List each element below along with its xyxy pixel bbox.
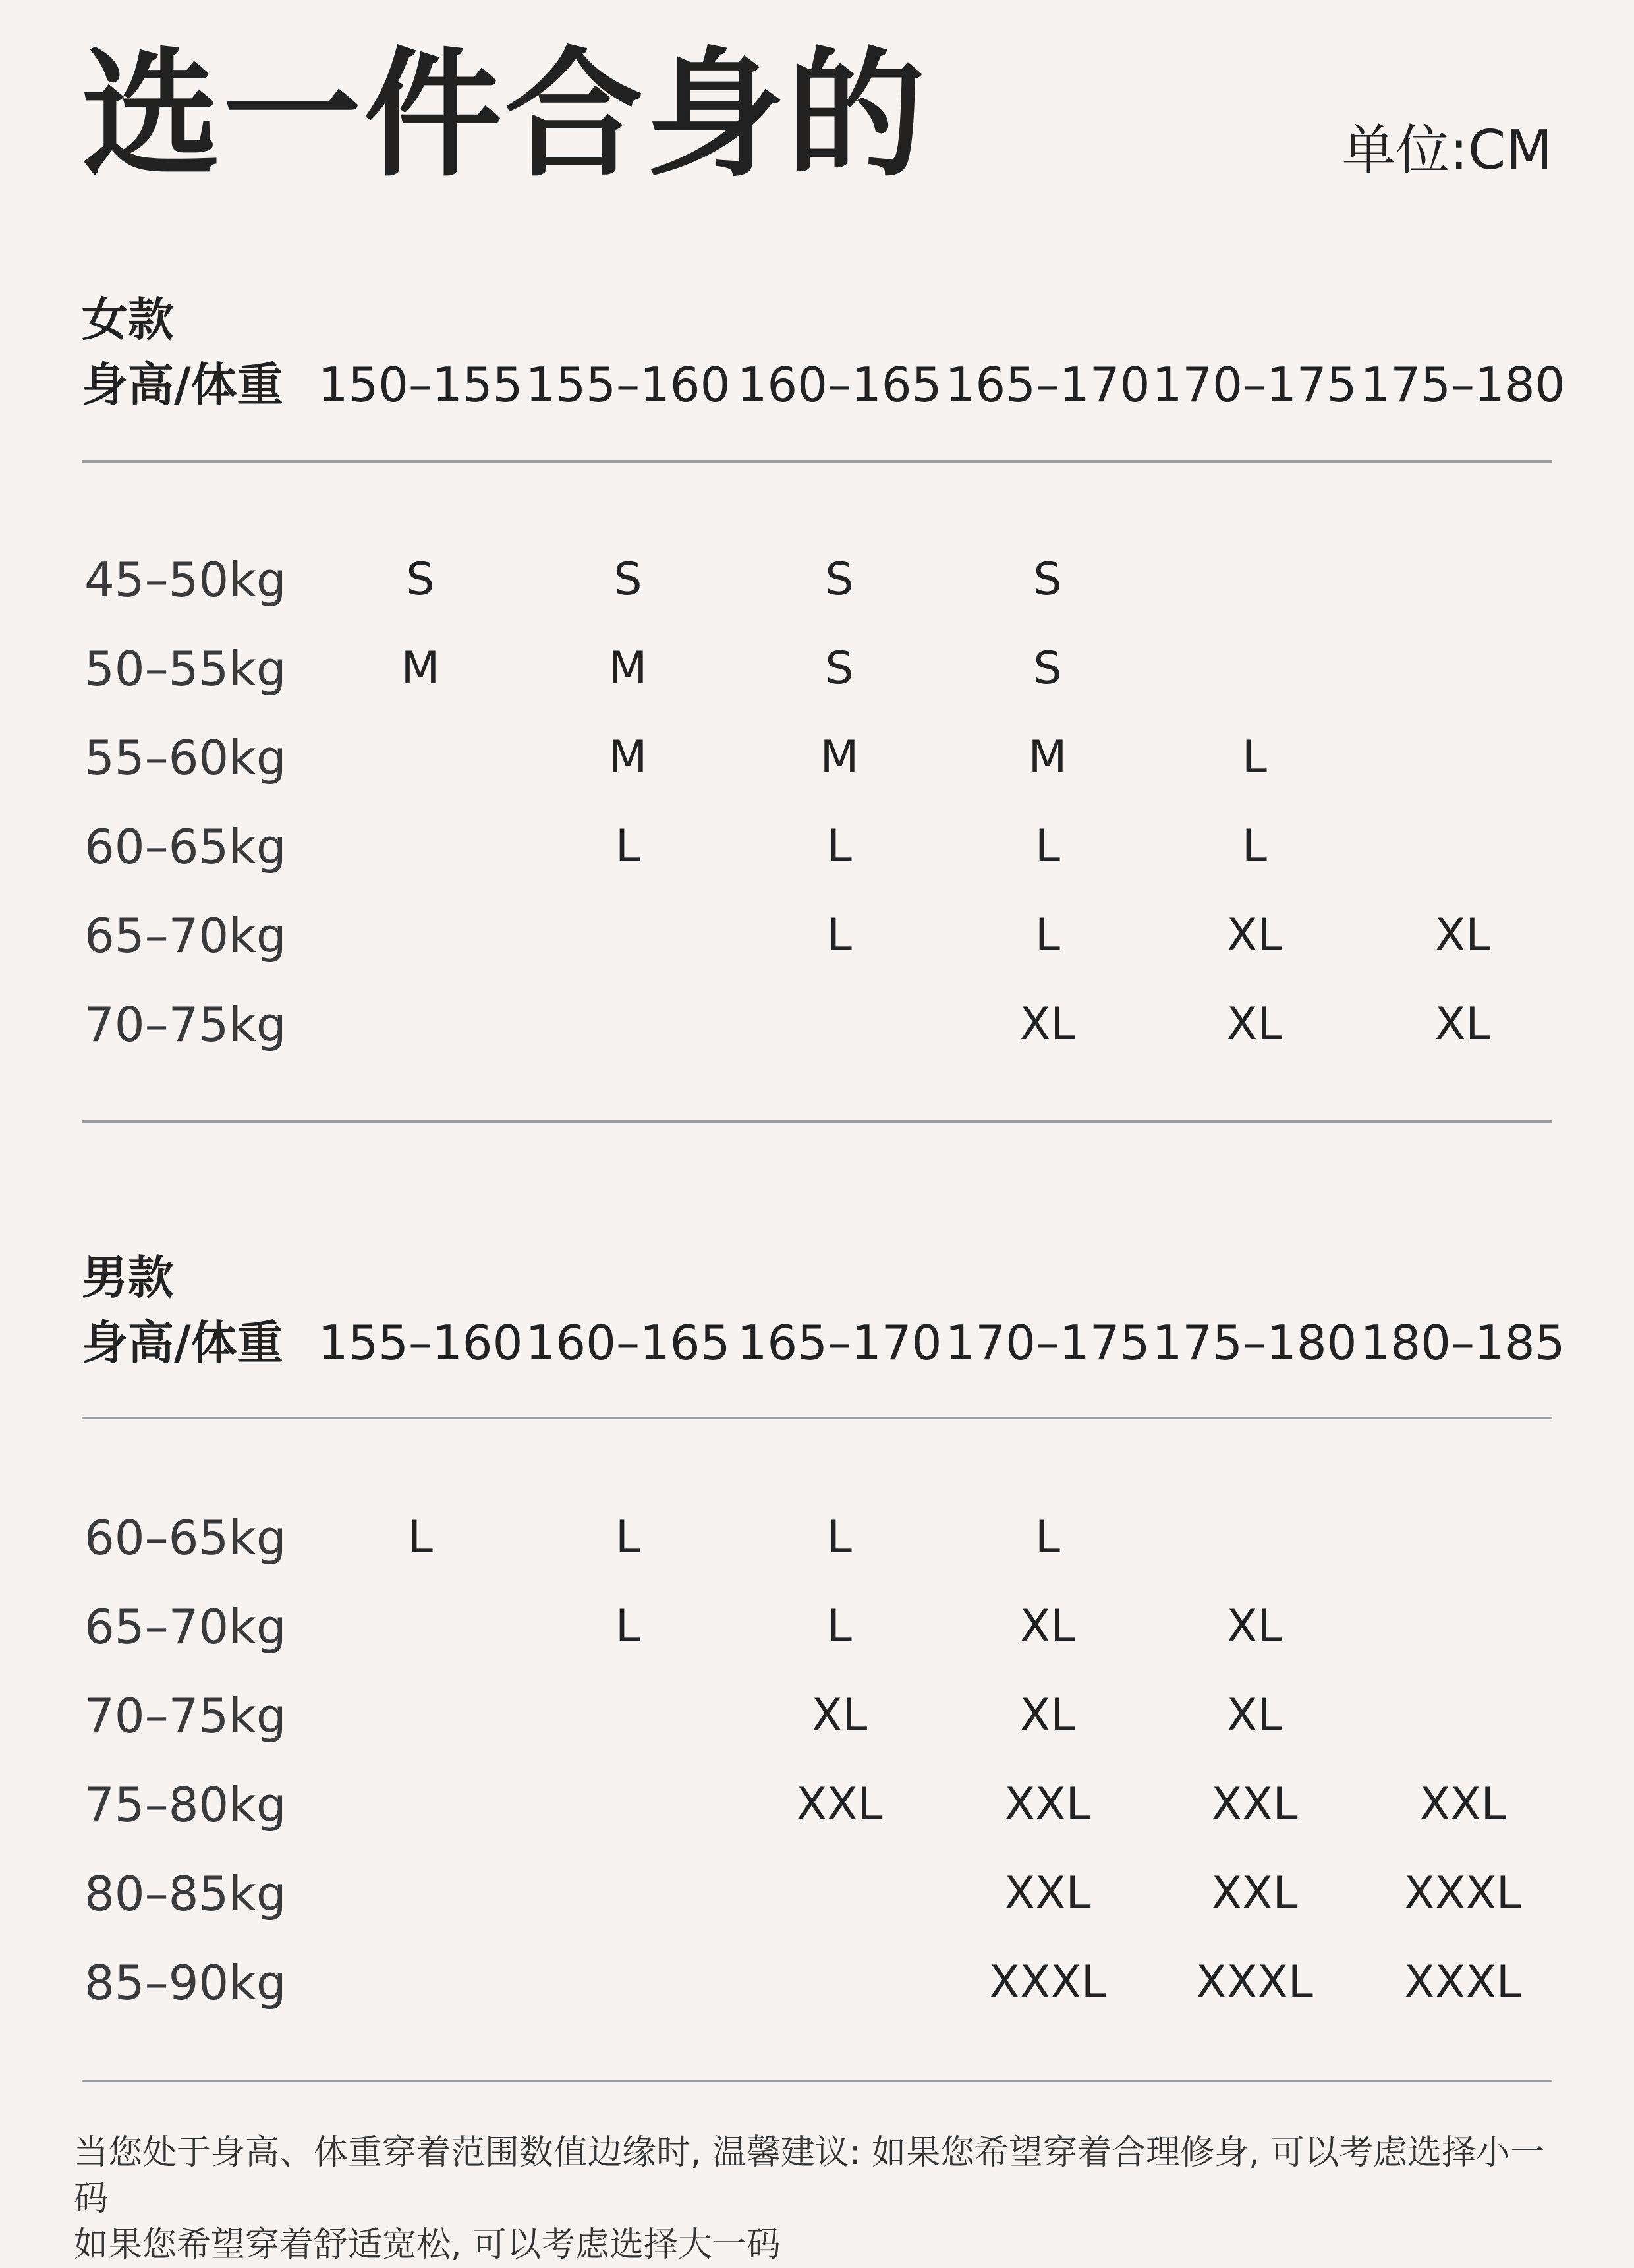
table-row (82, 629, 1552, 708)
table-row (82, 1854, 1552, 1933)
column-header-height: 155–160 (525, 357, 731, 412)
column-header-height: 165–170 (737, 1315, 942, 1371)
size-cell: S (1033, 642, 1062, 695)
size-cell: S (1033, 553, 1062, 606)
size-cell: S (613, 553, 642, 606)
size-cell: XXL (796, 1778, 883, 1830)
row-weight-label: 65–70kg (84, 1599, 287, 1655)
row-weight-label: 75–80kg (84, 1777, 287, 1832)
men-section-label: 男款 (82, 1251, 174, 1305)
column-header-height: 165–170 (945, 357, 1150, 412)
row-weight-label: 65–70kg (84, 908, 287, 963)
size-cell: XL (1434, 909, 1491, 961)
size-cell: L (1035, 1512, 1060, 1564)
size-cell: XL (1226, 998, 1283, 1050)
column-header-height: 150–155 (318, 357, 523, 412)
size-cell: L (827, 909, 852, 961)
size-cell: XXL (1004, 1867, 1091, 1919)
size-cell: L (1035, 909, 1060, 961)
size-cell: XL (1434, 998, 1491, 1050)
size-cell: XL (1019, 998, 1076, 1050)
size-cell: L (1242, 820, 1267, 872)
table-row (82, 1676, 1552, 1755)
size-cell: M (1028, 731, 1067, 783)
size-cell: XL (1019, 1689, 1076, 1742)
size-cell: XL (1019, 1601, 1076, 1653)
size-cell: M (608, 642, 648, 695)
row-weight-label: 85–90kg (84, 1955, 287, 2010)
size-cell: XL (811, 1689, 868, 1742)
size-cell: M (401, 642, 440, 695)
table-row (82, 1943, 1552, 2022)
row-weight-label: 80–85kg (84, 1866, 287, 1921)
row-weight-label: 60–65kg (84, 1510, 287, 1566)
size-cell: L (615, 1601, 640, 1653)
women-bottom-divider (82, 1120, 1552, 1123)
row-weight-label: 60–65kg (84, 819, 287, 874)
size-cell: M (820, 731, 859, 783)
table-row (82, 1765, 1552, 1844)
column-header-height: 175–180 (1360, 357, 1565, 412)
row-weight-label: 45–50kg (84, 552, 287, 608)
women-size-table (82, 293, 1565, 1052)
size-cell: XL (1226, 909, 1283, 961)
table-row (82, 985, 1552, 1064)
size-cell: XXXL (989, 1956, 1106, 2008)
table-row (82, 896, 1552, 975)
table-row (82, 1587, 1552, 1666)
column-header-height: 175–180 (1152, 1315, 1357, 1371)
size-cell: XXL (1004, 1778, 1091, 1830)
women-header-divider (82, 460, 1552, 463)
column-header-height: 180–185 (1360, 1315, 1565, 1371)
women-height-weight-label: 身高/体重 (82, 358, 283, 412)
men-size-table (82, 1251, 1565, 2010)
row-weight-label: 50–55kg (84, 641, 287, 696)
size-cell: XL (1226, 1689, 1283, 1742)
size-cell: L (827, 1512, 852, 1564)
column-header-height: 170–175 (1152, 357, 1357, 412)
size-cell: L (408, 1512, 433, 1564)
size-cell: S (825, 642, 854, 695)
size-cell: S (406, 553, 435, 606)
men-bottom-divider (82, 2080, 1552, 2082)
table-row (82, 718, 1552, 797)
table-row (82, 1498, 1552, 1577)
size-cell: L (615, 820, 640, 872)
row-weight-label: 55–60kg (84, 730, 287, 785)
size-cell: XXL (1211, 1778, 1298, 1830)
size-cell: L (827, 820, 852, 872)
size-cell: XXL (1211, 1867, 1298, 1919)
table-row (82, 540, 1552, 619)
column-header-height: 170–175 (945, 1315, 1150, 1371)
fitting-note (74, 2130, 1563, 2268)
size-cell: XXXL (1404, 1956, 1521, 2008)
men-header-row (82, 1310, 1565, 1376)
fitting-note-line1: 当您处于身高、体重穿着范围数值边缘时, 温馨建议: 如果您希望穿着合理修身, 可以考虑选择小一码 (74, 2133, 1545, 2219)
size-cell: L (1035, 820, 1060, 872)
size-cell: XXXL (1196, 1956, 1313, 2008)
men-height-weight-label: 身高/体重 (82, 1316, 283, 1370)
size-cell: L (1242, 731, 1267, 783)
size-cell: XXL (1419, 1778, 1506, 1830)
men-header-divider (82, 1417, 1552, 1419)
size-cell: XL (1226, 1601, 1283, 1653)
women-section-label: 女款 (82, 293, 174, 347)
table-row (82, 807, 1552, 886)
column-header-height: 160–165 (525, 1315, 731, 1371)
row-weight-label: 70–75kg (84, 1688, 287, 1744)
size-cell: S (825, 553, 854, 606)
fitting-note-line2: 如果您希望穿着舒适宽松, 可以考虑选择大一码 (74, 2225, 781, 2265)
size-cell: M (608, 731, 648, 783)
size-cell: L (615, 1512, 640, 1564)
unit-label: 单位:CM (1341, 119, 1552, 182)
size-cell: L (827, 1601, 852, 1653)
column-header-height: 160–165 (737, 357, 942, 412)
women-header-row (82, 352, 1565, 418)
page-title: 选一件合身的 (82, 34, 928, 196)
row-weight-label: 70–75kg (84, 997, 287, 1052)
column-header-height: 155–160 (318, 1315, 523, 1371)
size-cell: XXXL (1404, 1867, 1521, 1919)
